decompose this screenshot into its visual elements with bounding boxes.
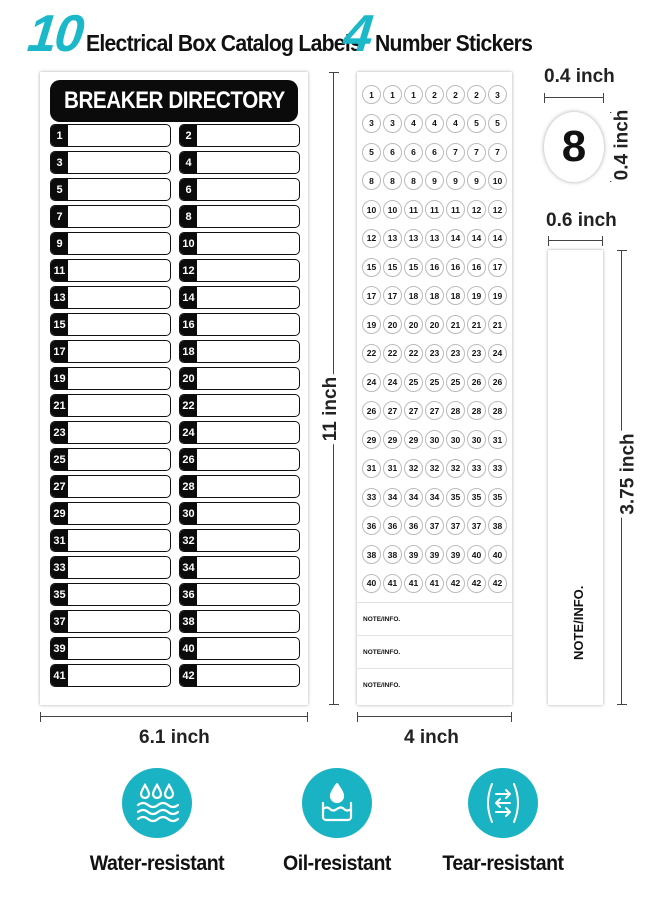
number-sticker: 17: [383, 286, 402, 305]
note-row: NOTE/INFO.: [357, 602, 512, 635]
number-sticker: 37: [425, 516, 444, 535]
breaker-slot-number: 40: [180, 638, 197, 659]
number-sticker: 42: [467, 574, 486, 593]
number-sticker: 33: [467, 459, 486, 478]
breaker-slot: [179, 502, 300, 525]
sheet-height-label: 11 inch: [320, 374, 342, 444]
strip-width-dimension: [548, 236, 603, 246]
number-sticker: 11: [446, 200, 465, 219]
breaker-slot: [179, 556, 300, 579]
number-sticker: 5: [488, 114, 507, 133]
number-sticker: 7: [488, 143, 507, 162]
circle-width-dimension: [544, 93, 604, 103]
breaker-slot: [50, 556, 171, 579]
catalog-heading-text: Electrical Box Catalog Labels: [85, 30, 361, 56]
breaker-slot-number: 39: [51, 638, 68, 659]
number-sticker: 5: [467, 114, 486, 133]
number-sticker: 15: [383, 258, 402, 277]
number-sticker: 11: [425, 200, 444, 219]
breaker-slot-number: 4: [180, 152, 197, 173]
breaker-slot: [179, 151, 300, 174]
note-rows: [357, 602, 512, 701]
number-sticker: 36: [404, 516, 423, 535]
breaker-slot: [179, 259, 300, 282]
circle-width-label: 0.4 inch: [541, 66, 618, 88]
breaker-slot-number: 30: [180, 503, 197, 524]
note-row: NOTE/INFO.: [357, 635, 512, 668]
sticker-width-dimension: [357, 712, 512, 722]
number-sticker: 1: [362, 85, 381, 104]
breaker-slot-number: 13: [51, 287, 68, 308]
number-sticker: 33: [488, 459, 507, 478]
number-sticker: 23: [425, 344, 444, 363]
number-sticker: 9: [425, 171, 444, 190]
number-sticker: 18: [425, 286, 444, 305]
breaker-slot: [50, 475, 171, 498]
number-sticker: 25: [404, 373, 423, 392]
breaker-slot-number: 25: [51, 449, 68, 470]
breaker-directory-sheet: [40, 72, 308, 705]
number-sticker: 40: [467, 545, 486, 564]
sample-number-sticker: 8: [544, 112, 604, 182]
catalog-count: 10: [24, 5, 85, 63]
breaker-slot: [50, 178, 171, 201]
breaker-slot-number: 24: [180, 422, 197, 443]
breaker-slot: [179, 394, 300, 417]
breaker-slot: [50, 205, 171, 228]
breaker-slot: [179, 340, 300, 363]
breaker-slot-number: 9: [51, 233, 68, 254]
number-sticker: 25: [446, 373, 465, 392]
number-sticker: 20: [404, 315, 423, 334]
number-sticker: 41: [383, 574, 402, 593]
number-sticker: 34: [383, 488, 402, 507]
number-sticker: 16: [425, 258, 444, 277]
number-sticker: 36: [362, 516, 381, 535]
number-sticker: 19: [488, 286, 507, 305]
number-sticker: 2: [425, 85, 444, 104]
breaker-slot: [50, 583, 171, 606]
number-sticker: 6: [425, 143, 444, 162]
number-sticker: 38: [362, 545, 381, 564]
breaker-slot: [179, 205, 300, 228]
number-sticker: 3: [488, 85, 507, 104]
breaker-slot-number: 28: [180, 476, 197, 497]
number-sticker: 12: [467, 200, 486, 219]
number-sticker: 2: [446, 85, 465, 104]
number-sticker: 38: [383, 545, 402, 564]
breaker-slot-number: 36: [180, 584, 197, 605]
number-sticker: 41: [425, 574, 444, 593]
number-sticker: 34: [425, 488, 444, 507]
number-sticker: 36: [383, 516, 402, 535]
breaker-slot: [50, 259, 171, 282]
feature-tear: [428, 768, 578, 876]
breaker-slot-number: 41: [51, 665, 68, 686]
breaker-slot: [50, 232, 171, 255]
breaker-slot: [179, 367, 300, 390]
number-sticker: 7: [467, 143, 486, 162]
directory-slots: [50, 124, 300, 687]
breaker-slot: [50, 664, 171, 687]
breaker-slot-number: 37: [51, 611, 68, 632]
number-sticker: 16: [467, 258, 486, 277]
number-sticker: 27: [404, 401, 423, 420]
number-sticker: 23: [446, 344, 465, 363]
number-sticker: 35: [488, 488, 507, 507]
number-sticker: 14: [446, 229, 465, 248]
breaker-slot-number: 33: [51, 557, 68, 578]
breaker-slot-number: 38: [180, 611, 197, 632]
number-sticker: 10: [488, 171, 507, 190]
number-sticker-sheet: [357, 72, 512, 705]
number-sticker: 10: [362, 200, 381, 219]
breaker-slot-number: 11: [51, 260, 68, 281]
feature-tear-label: Tear-resistant: [442, 852, 564, 875]
breaker-slot: [179, 124, 300, 147]
number-sticker: 13: [383, 229, 402, 248]
breaker-slot-number: 17: [51, 341, 68, 362]
number-sticker: 32: [404, 459, 423, 478]
number-sticker: 12: [488, 200, 507, 219]
number-sticker: 31: [383, 459, 402, 478]
breaker-slot-number: 20: [180, 368, 197, 389]
number-sticker: 7: [446, 143, 465, 162]
feature-oil-label: Oil-resistant: [283, 852, 391, 875]
number-sticker: 27: [425, 401, 444, 420]
number-sticker: 18: [446, 286, 465, 305]
number-sticker: 1: [383, 85, 402, 104]
breaker-slot-number: 35: [51, 584, 68, 605]
number-sticker: 14: [488, 229, 507, 248]
breaker-slot: [50, 286, 171, 309]
breaker-slot-number: 10: [180, 233, 197, 254]
breaker-slot: [179, 286, 300, 309]
number-sticker: 31: [488, 430, 507, 449]
number-sticker: 19: [362, 315, 381, 334]
breaker-slot: [179, 232, 300, 255]
breaker-slot: [50, 394, 171, 417]
directory-title: BREAKER DIRECTORY: [63, 87, 285, 114]
number-sticker: 13: [404, 229, 423, 248]
strip-height-label: 3.75 inch: [618, 430, 640, 517]
number-sticker: 28: [446, 401, 465, 420]
number-sticker: 29: [362, 430, 381, 449]
breaker-slot-number: 15: [51, 314, 68, 335]
number-sticker: 40: [488, 545, 507, 564]
breaker-slot-number: 22: [180, 395, 197, 416]
stickers-heading-text: Number Stickers: [374, 30, 533, 56]
number-sticker: 21: [446, 315, 465, 334]
number-sticker: 12: [362, 229, 381, 248]
number-sticker: 39: [404, 545, 423, 564]
strip-width-label: 0.6 inch: [543, 210, 620, 232]
breaker-slot-number: 21: [51, 395, 68, 416]
number-sticker: 6: [404, 143, 423, 162]
number-sticker: 21: [488, 315, 507, 334]
breaker-slot-number: 8: [180, 206, 197, 227]
sticker-width-label: 4 inch: [401, 727, 462, 749]
number-sticker: 20: [383, 315, 402, 334]
number-sticker: 40: [362, 574, 381, 593]
number-sticker: 30: [467, 430, 486, 449]
number-sticker: 4: [446, 114, 465, 133]
number-sticker: 15: [362, 258, 381, 277]
breaker-slot-number: 18: [180, 341, 197, 362]
sticker-grid: [362, 85, 507, 593]
feature-water-label: Water-resistant: [89, 852, 225, 875]
number-sticker: 32: [425, 459, 444, 478]
stickers-count: 4: [340, 5, 374, 63]
tear-arrows-icon: [468, 768, 538, 838]
number-sticker: 22: [404, 344, 423, 363]
number-sticker: 39: [446, 545, 465, 564]
breaker-slot-number: 7: [51, 206, 68, 227]
number-sticker: 22: [362, 344, 381, 363]
breaker-slot-number: 32: [180, 530, 197, 551]
catalog-heading: [24, 5, 385, 63]
breaker-slot-number: 2: [180, 125, 197, 146]
number-sticker: 37: [446, 516, 465, 535]
number-sticker: 30: [446, 430, 465, 449]
breaker-slot: [179, 421, 300, 444]
number-sticker: 31: [362, 459, 381, 478]
circle-height-label: 0.4 inch: [611, 107, 633, 184]
number-sticker: 26: [467, 373, 486, 392]
breaker-slot-number: 3: [51, 152, 68, 173]
number-sticker: 3: [383, 114, 402, 133]
number-sticker: 8: [383, 171, 402, 190]
breaker-slot: [179, 475, 300, 498]
breaker-slot: [50, 610, 171, 633]
breaker-slot: [179, 637, 300, 660]
breaker-slot-number: 1: [51, 125, 68, 146]
strip-label: NOTE/INFO.: [571, 585, 586, 660]
number-sticker: 16: [446, 258, 465, 277]
number-sticker: 24: [488, 344, 507, 363]
breaker-slot-number: 26: [180, 449, 197, 470]
number-sticker: 30: [425, 430, 444, 449]
breaker-slot: [179, 313, 300, 336]
number-sticker: 24: [383, 373, 402, 392]
number-sticker: 17: [362, 286, 381, 305]
breaker-slot: [179, 583, 300, 606]
number-sticker: 18: [404, 286, 423, 305]
number-sticker: 23: [467, 344, 486, 363]
number-sticker: 29: [404, 430, 423, 449]
number-sticker: 42: [488, 574, 507, 593]
breaker-slot-number: 23: [51, 422, 68, 443]
number-sticker: 32: [446, 459, 465, 478]
number-sticker: 9: [467, 171, 486, 190]
feature-oil: [262, 768, 412, 876]
breaker-slot-number: 34: [180, 557, 197, 578]
directory-width-dimension: [40, 712, 308, 722]
number-sticker: 13: [425, 229, 444, 248]
number-sticker: 3: [362, 114, 381, 133]
number-sticker: 42: [446, 574, 465, 593]
breaker-slot: [179, 178, 300, 201]
breaker-slot-number: 29: [51, 503, 68, 524]
number-sticker: 28: [488, 401, 507, 420]
breaker-slot: [179, 610, 300, 633]
number-sticker: 15: [404, 258, 423, 277]
number-sticker: 24: [362, 373, 381, 392]
number-sticker: 26: [488, 373, 507, 392]
breaker-slot-number: 31: [51, 530, 68, 551]
number-sticker: 14: [467, 229, 486, 248]
number-sticker: 8: [362, 171, 381, 190]
number-sticker: 20: [425, 315, 444, 334]
number-sticker: 5: [362, 143, 381, 162]
breaker-slot-number: 42: [180, 665, 197, 686]
breaker-slot: [179, 664, 300, 687]
breaker-slot: [50, 637, 171, 660]
number-sticker: 41: [404, 574, 423, 593]
breaker-slot: [50, 151, 171, 174]
number-sticker: 28: [467, 401, 486, 420]
breaker-slot-number: 16: [180, 314, 197, 335]
water-drops-icon: [122, 768, 192, 838]
breaker-slot: [50, 124, 171, 147]
number-sticker: 35: [467, 488, 486, 507]
number-sticker: 1: [404, 85, 423, 104]
number-sticker: 34: [404, 488, 423, 507]
number-sticker: 38: [488, 516, 507, 535]
stickers-heading: [340, 5, 546, 63]
breaker-slot-number: 12: [180, 260, 197, 281]
number-sticker: 9: [446, 171, 465, 190]
number-sticker: 29: [383, 430, 402, 449]
number-sticker: 10: [383, 200, 402, 219]
number-sticker: 11: [404, 200, 423, 219]
breaker-slot: [50, 529, 171, 552]
number-sticker: 25: [425, 373, 444, 392]
number-sticker: 4: [425, 114, 444, 133]
number-sticker: 27: [383, 401, 402, 420]
directory-title-bar: [50, 80, 298, 122]
number-sticker: 4: [404, 114, 423, 133]
number-sticker: 8: [404, 171, 423, 190]
directory-width-label: 6.1 inch: [136, 727, 213, 749]
breaker-slot: [50, 421, 171, 444]
number-sticker: 6: [383, 143, 402, 162]
note-row: NOTE/INFO.: [357, 668, 512, 701]
number-sticker: 33: [362, 488, 381, 507]
breaker-slot: [50, 448, 171, 471]
number-sticker: 26: [362, 401, 381, 420]
number-sticker: 37: [467, 516, 486, 535]
number-sticker: 35: [446, 488, 465, 507]
number-sticker: 21: [467, 315, 486, 334]
breaker-slot: [179, 529, 300, 552]
number-sticker: 17: [488, 258, 507, 277]
breaker-slot: [50, 340, 171, 363]
breaker-slot-number: 19: [51, 368, 68, 389]
breaker-slot: [50, 367, 171, 390]
breaker-slot-number: 6: [180, 179, 197, 200]
oil-drop-icon: [302, 768, 372, 838]
breaker-slot: [179, 448, 300, 471]
number-sticker: 2: [467, 85, 486, 104]
breaker-slot-number: 27: [51, 476, 68, 497]
breaker-slot-number: 14: [180, 287, 197, 308]
number-sticker: 39: [425, 545, 444, 564]
number-sticker: 19: [467, 286, 486, 305]
breaker-slot: [50, 502, 171, 525]
number-sticker: 22: [383, 344, 402, 363]
breaker-slot-number: 5: [51, 179, 68, 200]
breaker-slot: [50, 313, 171, 336]
feature-water: [82, 768, 232, 876]
